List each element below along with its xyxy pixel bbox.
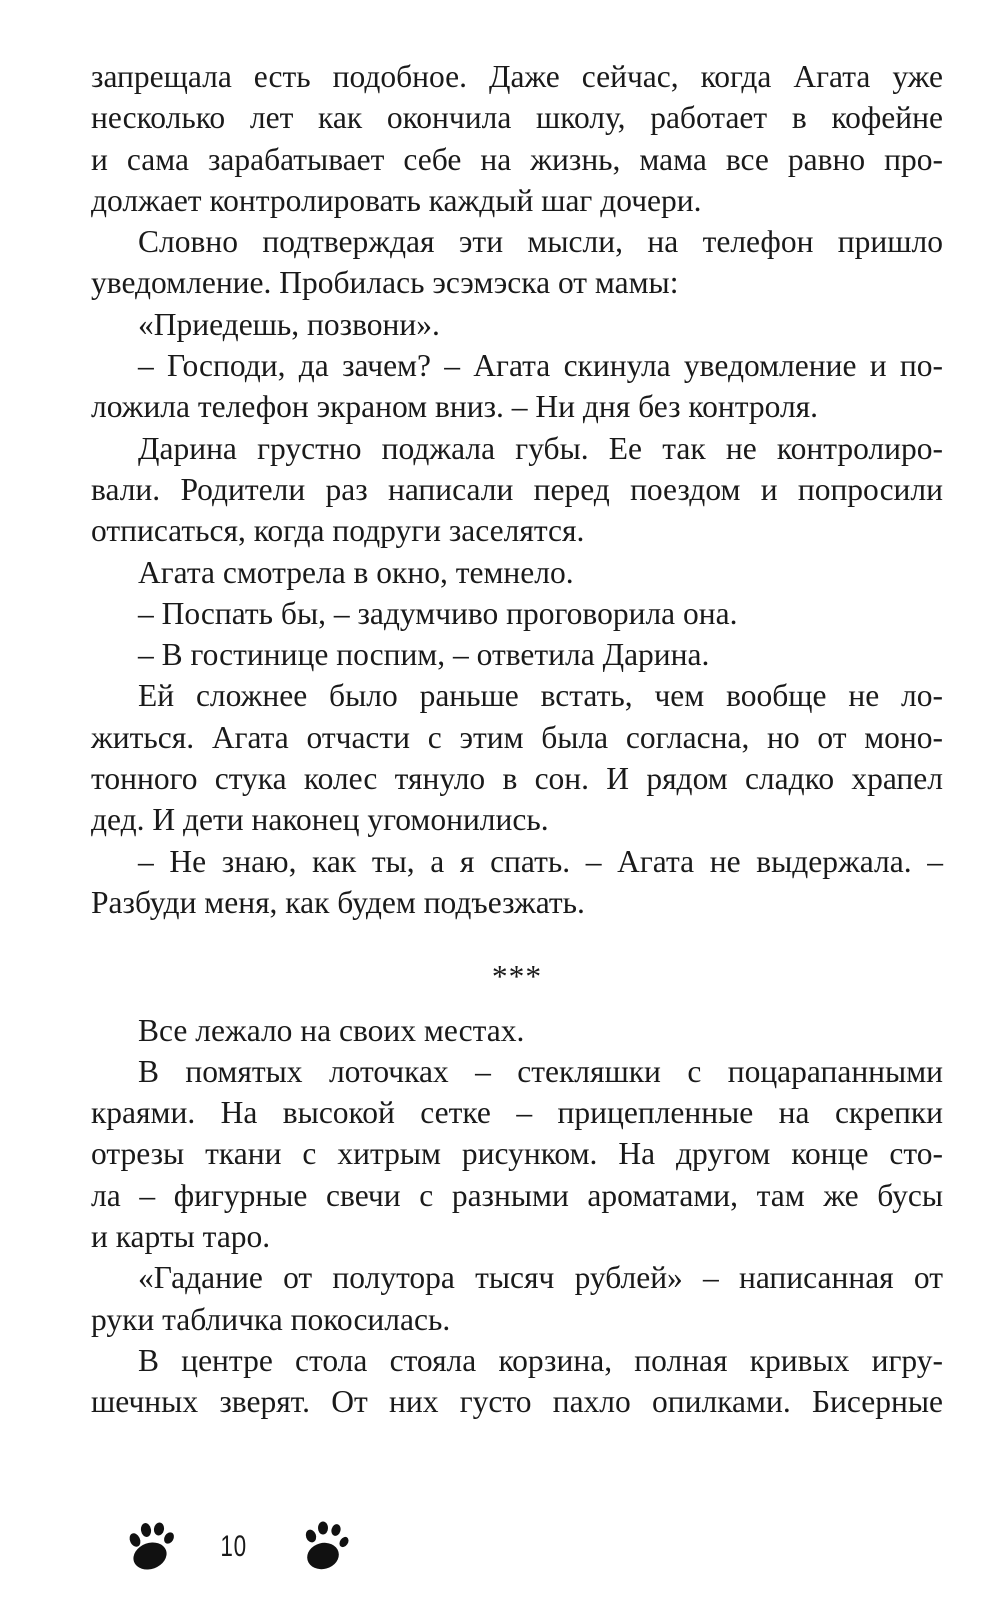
text-line: В центре стола стояла корзина, полная кривых игру- [138, 1342, 943, 1378]
text-block-1 [91, 56, 943, 923]
text-line: вали. Родители раз написали перед поездом и попросили [91, 471, 943, 507]
text-block-2 [91, 1010, 943, 1423]
text-line: ложила телефон экраном вниз. – Ни дня без контроля. [91, 389, 819, 425]
text-line: – Господи, да зачем? – Агата скинула уведомление и по- [138, 348, 943, 384]
text-line: ла – фигурные свечи с разными ароматами, там же бусы [91, 1177, 943, 1213]
paw-print-icon [301, 1520, 351, 1574]
text-line: – Поспать бы, – задумчиво проговорила она. [138, 595, 738, 631]
paw-print-icon [126, 1520, 176, 1574]
text-line: шечных зверят. От них густо пахло опилками. Бисерные [91, 1384, 943, 1420]
text-line: и сама зарабатывает себе на жизнь, мама все равно про- [91, 141, 943, 177]
text-line: Словно подтверждая эти мысли, на телефон пришло [138, 224, 943, 260]
text-line: Дарина грустно поджала губы. Ее так не контролиро- [138, 430, 943, 466]
text-line: уведомление. Пробилась эсэмэска от мамы: [91, 265, 679, 301]
text-line: и карты таро. [91, 1219, 271, 1255]
text-line: Ей сложнее было раньше встать, чем вообще не ло- [138, 678, 943, 714]
page-number: 10 [220, 1530, 247, 1563]
text-line: дед. И дети наконец угомонились. [91, 802, 549, 838]
text-line: Все лежало на своих местах. [138, 1012, 525, 1048]
text-line: тонного стука колес тянуло в сон. И рядом сладко храпел [91, 761, 943, 797]
text-line: – Не знаю, как ты, а я спать. – Агата не выдержала. – [138, 843, 943, 879]
text-line: Разбуди меня, как будем подъезжать. [91, 884, 585, 920]
scene-separator: *** [491, 959, 543, 995]
text-line: «Гадание от полутора тысяч рублей» – написанная от [138, 1260, 943, 1296]
text-line: руки табличка покосилась. [91, 1301, 451, 1337]
text-line: запрещала есть подобное. Даже сейчас, когда Агата уже [91, 59, 943, 94]
text-line: житься. Агата отчасти с этим была согласна, но от моно- [91, 719, 943, 755]
text-line: отписаться, когда подруги заселятся. [91, 513, 585, 549]
book-page-text [91, 56, 943, 1423]
page-footer [126, 1512, 351, 1582]
text-line: – В гостинице поспим, – ответила Дарина. [138, 637, 710, 673]
text-line: «Приедешь, позвони». [138, 306, 440, 342]
text-line: краями. На высокой сетке – прицепленные на скрепки [91, 1095, 943, 1131]
text-line: отрезы ткани с хитрым рисунком. На другом конце сто- [91, 1136, 943, 1172]
text-line: должает контролировать каждый шаг дочери. [91, 182, 702, 218]
text-line: Агата смотрела в окно, темнело. [138, 554, 574, 590]
text-line: несколько лет как окончила школу, работает в кофейне [91, 100, 943, 136]
text-line: В помятых лоточках – стекляшки с поцарапанными [138, 1053, 943, 1089]
